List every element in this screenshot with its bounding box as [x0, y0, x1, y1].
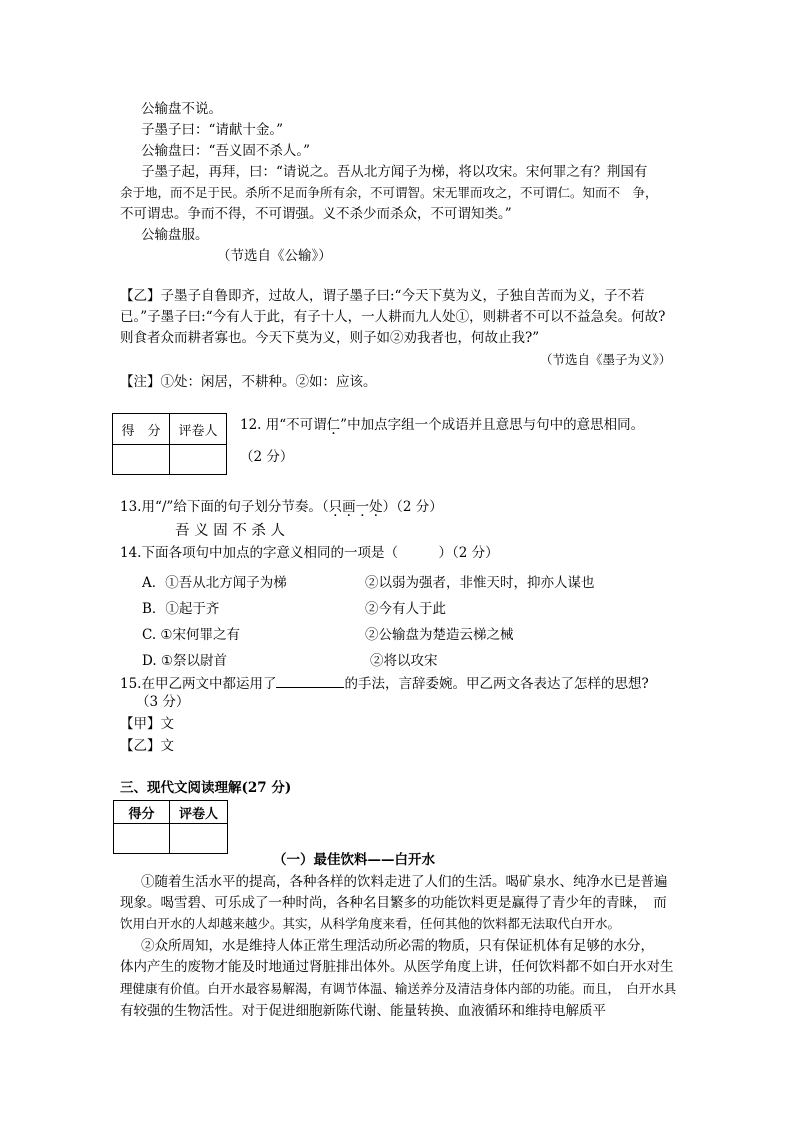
score-label: 得分 [114, 801, 170, 824]
yi-line-1: 【乙】子墨子自鲁即齐，过故人，谓子墨子曰:“今天下莫为义，子独自苦而为义，子不若 [120, 288, 645, 304]
q12-post: ”中加点字组一个成语并且意思与句中的意思相同。 [340, 417, 645, 433]
q15-yi: 【乙】文 [120, 738, 174, 754]
grader-cell[interactable] [170, 824, 228, 854]
q14-c-right: ②公输盘为楚造云梯之械 [365, 627, 514, 643]
jia-line-5: 余于地，而不足于民。杀所不足而争所有余，不可谓智。宋无罪而攻之，不可谓仁。知而不 争， [120, 185, 658, 200]
yi-line-3: 则食者众而耕者寡也。今天下莫为义，则子如②劝我者也，何故止我?” [120, 330, 540, 346]
section-3-title: 三、现代文阅读理解(27 分) [120, 780, 292, 796]
q14-b-right: ②今有人于此 [365, 601, 446, 617]
yi-source: （节选自《墨子为义》） [540, 352, 672, 367]
q14-c-left: C. ①宋何罪之有 [142, 627, 241, 643]
q14-a-left: A．①吾从北方闻子为梯 [142, 575, 287, 591]
article-line-4: ②众所周知，水是维持人体正常生理活动所必需的物质，只有保证机体有足够的水分， [141, 938, 654, 954]
q13-text [120, 497, 443, 517]
grader-label: 评卷人 [170, 414, 227, 445]
q14-b-left: B．①起于齐 [142, 601, 220, 617]
q12-score: （2 分） [240, 449, 294, 465]
q13-sentence: 吾 义 固 不 杀 人 [175, 523, 286, 539]
score-cell[interactable] [113, 445, 170, 475]
q13-dotted-4: 处 [369, 499, 383, 515]
q12-text [240, 415, 644, 435]
jia-source: （节选自《公输》） [217, 248, 332, 264]
article-line-1: ①随着生活水平的提高，各种各样的饮料走进了人们的生活。喝矿泉水、纯净水已是普遍 [141, 874, 668, 890]
jia-line-3: 公输盘曰：“吾义固不杀人。” [141, 143, 311, 159]
q12-pre: 12. 用“不可谓 [240, 417, 327, 433]
q13-dotted-3: 一 [355, 499, 370, 515]
jia-line-2: 子墨子曰：“请献十金。” [141, 122, 284, 138]
score-box-12 [112, 413, 227, 475]
yi-note: 【注】①处：闲居，不耕种。②如：应该。 [120, 374, 377, 390]
q15-post: 的手法，言辞委婉。甲乙两文各表达了怎样的思想? [344, 676, 649, 692]
score-label: 得 分 [113, 414, 170, 445]
jia-line-6: 不可谓忠。争而不得，不可谓强。义不杀少而杀众，不可谓知类。” [120, 206, 512, 222]
q15-blank[interactable] [276, 673, 344, 688]
q15-score: （3 分） [136, 694, 190, 710]
q15-text [120, 673, 649, 694]
article-line-7: 有较强的生物活性。对于促进细胞新陈代谢、能量转换、血液循环和维持电解质平 [120, 1003, 606, 1019]
q15-pre: 15.在甲乙两文中都运用了 [120, 676, 277, 692]
jia-line-7: 公输盘服。 [141, 227, 209, 243]
q14-a-right: ②以弱为强者，非惟天时，抑亦人谋也 [365, 575, 595, 591]
q15-jia: 【甲】文 [120, 716, 174, 732]
q13-dotted-2: 画 [342, 499, 356, 515]
score-box-section-3 [113, 800, 228, 854]
score-cell[interactable] [114, 824, 170, 854]
jia-line-1: 公输盘不说。 [141, 101, 222, 117]
q14-d-left: D. ①祭以尉首 [142, 653, 228, 669]
q13-post: ）（2 分） [382, 499, 443, 515]
jia-line-4: 子墨子起，再拜，曰：“请说之。吾从北方闻子为梯，将以攻宋。宋何罪之有？荆国有 [141, 164, 648, 180]
article-line-6: 理健康有价值。白开水最容易解渴，有调节体温、输送养分及清洁身体内部的功能。而且， 白开水具 [120, 981, 677, 996]
article-line-2: 现象。喝雪碧、可乐成了一种时尚，各种名目繁多的功能饮料更是赢得了青少年的青睐， 而 [120, 895, 667, 911]
q14-stem: 14.下面各项句中加点的字意义相同的一项是（ ）（2 分） [120, 545, 499, 561]
article-line-3: 饮用白开水的人却越来越少。其实，从科学角度来看，任何其他的饮料都无法取代白开水。 [120, 916, 621, 931]
q13-pre: 13.用“/”给下面的句子划分节奏。（ [120, 499, 329, 515]
q13-dotted-1: 只 [328, 499, 343, 515]
q12-dotted: 仁 [326, 417, 341, 433]
article-title: （一）最佳饮料——白开水 [273, 852, 435, 868]
article-line-5: 体内产生的废物才能及时地通过肾脏排出体外。从医学角度上讲，任何饮料都不如白开水对生 [120, 959, 674, 975]
grader-cell[interactable] [170, 445, 227, 475]
grader-label: 评卷人 [170, 801, 228, 824]
yi-line-2: 已。”子墨子曰:“今有人于此，有子十人，一人耕而九人处①，则耕者不可以不益急矣。何故? [120, 309, 666, 325]
q14-d-right: ②将以攻宋 [370, 653, 438, 669]
